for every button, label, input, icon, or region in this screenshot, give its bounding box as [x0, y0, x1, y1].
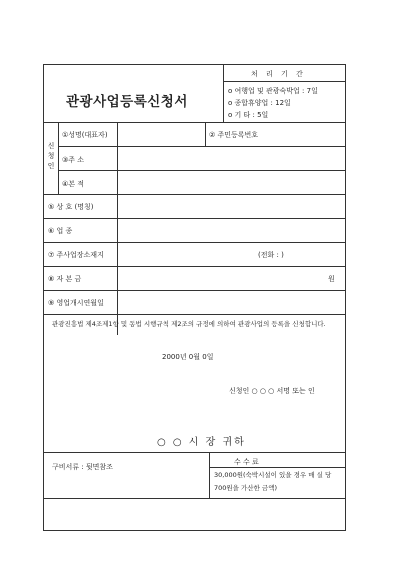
statement-text: 관광진흥법 제4조제1항 및 동법 시행규칙 제2조의 규정에 의하여 관광사업의 등록을 신청합니다.: [52, 320, 326, 328]
processing-period-header: 처 리 기 간: [251, 70, 306, 78]
processing-item-2: o 종합휴양업 : 12일: [228, 99, 291, 107]
signature-line: 신청인 ○ ○ ○ 서명 또는 인: [229, 387, 315, 395]
processing-item-3: o 기 타 : 5일: [228, 111, 269, 119]
business-name-label: ⑤ 상 호 (명칭): [48, 203, 94, 211]
applicant-side-label: 신청인: [47, 142, 55, 170]
fee-text: 30,000원(숙박시설이 있을 경우 매 실 당 700원을 가산한 금액): [214, 471, 332, 492]
fee-header: 수 수 료: [234, 458, 259, 466]
resident-number-label: ② 주민등록번호: [209, 131, 259, 139]
capital-label: ⑧ 자 본 금: [48, 275, 82, 283]
address-label: ③주 소: [62, 156, 85, 164]
processing-item-1: o 여행업 및 관광숙박업 : 7일: [228, 87, 318, 95]
application-date: 2000년 0월 0일: [162, 353, 214, 361]
application-form: [43, 64, 346, 531]
form-title: 관광사업등록신청서: [66, 94, 188, 110]
business-location-label: ⑦ 주사업장소재지: [48, 251, 104, 259]
capital-unit: 원: [328, 275, 335, 283]
name-label: ①성명(대표자): [62, 131, 108, 139]
business-start-date-label: ⑨ 영업개시연월일: [48, 299, 104, 307]
business-type-label: ⑥ 업 종: [48, 227, 73, 235]
phone-field: (전화 : ): [258, 251, 284, 259]
recipient-line: ○ ○ 시 장 귀하: [157, 437, 246, 448]
nationality-label: ④본 적: [62, 180, 85, 188]
attachments-note: 구비서류 : 뒷면참조: [52, 463, 113, 471]
